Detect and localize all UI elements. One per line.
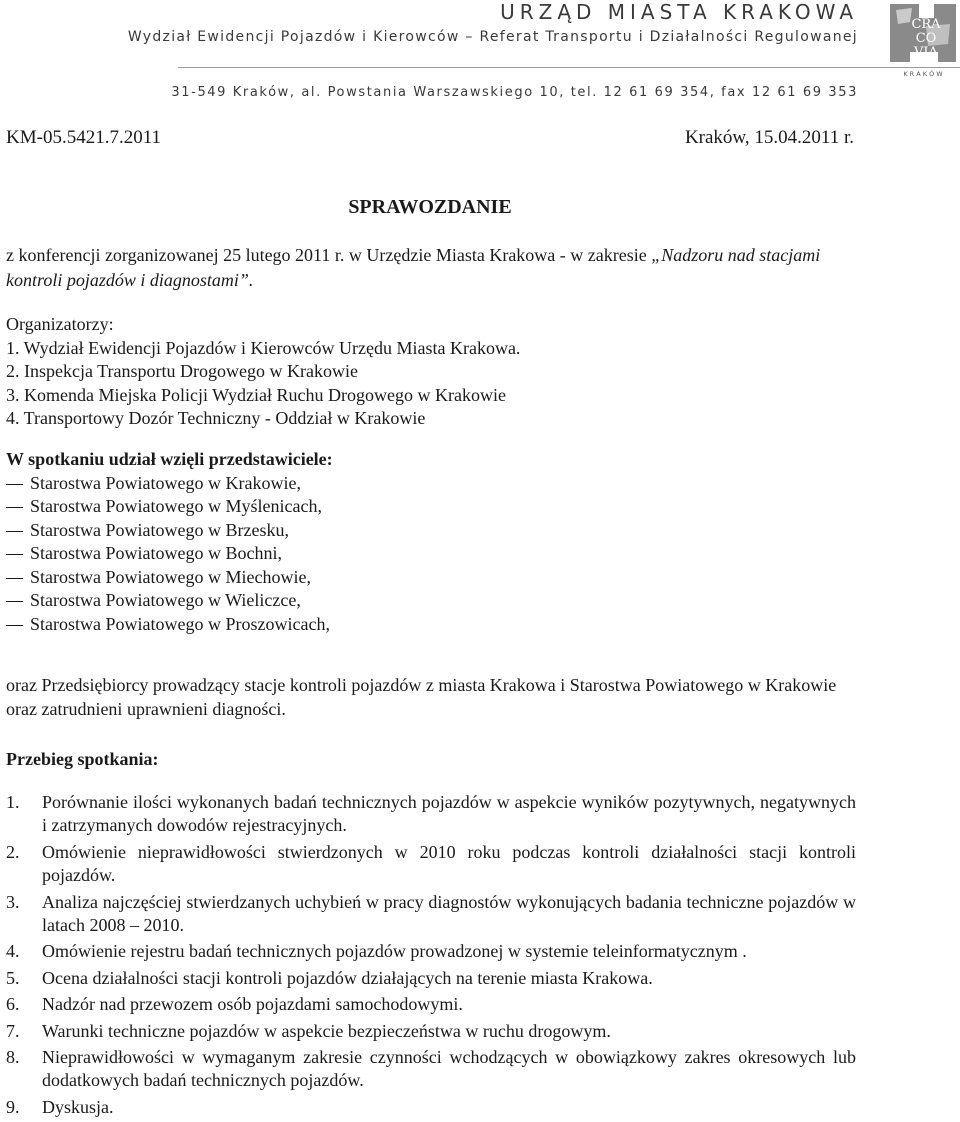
agenda-item (6, 1096, 856, 1119)
agenda-item-text: Nadzór nad przewozem osób pojazdami samochodowymi. (42, 994, 463, 1015)
closing-paragraph: oraz Przedsiębiorcy prowadzący stacje kontroli pojazdów z miasta Krakowa i Starostwa Powiatowego w Krakowie oraz zatrudnieni uprawnieni diagności. (6, 675, 837, 719)
organizers-heading: Organizatorzy: (6, 314, 114, 334)
participant-item: Starostwa Powiatowego w Miechowie, (6, 566, 858, 590)
organizer-item: 2. Inspekcja Transportu Drogowego w Krakowie (6, 361, 358, 381)
agenda-item-number: 7. (6, 1020, 20, 1041)
organizers-section (6, 313, 858, 431)
agenda-item (6, 1020, 856, 1043)
agenda-item-number: 1. (6, 792, 20, 812)
agenda-heading: Przebieg spotkania: (6, 749, 159, 769)
agenda-item-number: 3. (6, 891, 20, 912)
agenda-item-text: Dyskusja. (42, 1096, 114, 1117)
department-name: Wydział Ewidencji Pojazdów i Kierowców – Referat Transportu i Działalności Regulowanej (127, 29, 858, 45)
organizer-item: 4. Transportowy Dozór Techniczny - Oddział w Krakowie (6, 408, 426, 428)
office-address: 31-549 Kraków, al. Powstania Warszawskiego 10, tel. 12 61 69 354, fax 12 61 69 353 (171, 85, 858, 100)
participants-heading: W spotkaniu udział wzięli przedstawiciele: (6, 449, 333, 469)
agenda-item-number: 8. (6, 1047, 20, 1068)
participant-item: Starostwa Powiatowego w Krakowie, (6, 472, 858, 496)
intro-topic: „Nadzoru nad stacjami kontroli pojazdów i diagnostami”. (6, 245, 821, 290)
svg-text:CRA: CRA (911, 17, 941, 32)
organizer-item: 3. Komenda Miejska Policji Wydział Ruchu Drogowego w Krakowie (6, 384, 506, 405)
participant-item: Starostwa Powiatowego w Myślenicach, (6, 495, 858, 519)
participants-list (6, 472, 858, 637)
participant-item: Starostwa Powiatowego w Brzesku, (6, 519, 858, 543)
intro-lead: z konferencji zorganizowanej 25 lutego 2011 r. w Urzędzie Miasta Krakowa - w zakresie (6, 245, 652, 265)
agenda-item-text: Warunki techniczne pojazdów w aspekcie bezpieczeństwa w ruchu drogowym. (42, 1020, 611, 1041)
agenda-item-number: 6. (6, 994, 20, 1015)
agenda-item (6, 940, 856, 963)
agenda-item (6, 993, 856, 1016)
agenda-item (6, 841, 856, 888)
participant-item: Starostwa Powiatowego w Bochni, (6, 542, 858, 566)
agenda-item-number: 4. (6, 941, 20, 962)
organizers-list (6, 337, 858, 431)
agenda-item-text: Porównanie ilości wykonanych badań technicznych pojazdów w aspekcie wyników pozytywnych, negatywnych i zatrzymanych dowodów rejestracyjnych. (42, 792, 856, 836)
agenda-item (6, 967, 856, 990)
document-title: SPRAWOZDANIE (348, 196, 512, 218)
organizer-item: 1. Wydział Ewidencji Pojazdów i Kierowców Urzędu Miasta Krakowa. (6, 337, 521, 358)
agenda-list (6, 791, 856, 1122)
document-date: Kraków, 15.04.2011 r. (684, 127, 854, 148)
agenda-item-text: Omówienie nieprawidłowości stwierdzonych w 2010 roku podczas kontroli działalności stacji kontroli pojazdów. (42, 841, 856, 886)
agenda-item (6, 1046, 856, 1093)
participant-item: Starostwa Powiatowego w Wieliczce, (6, 589, 858, 613)
agenda-item-text: Analiza najczęściej stwierdzanych uchybień w pracy diagnostów wykonujących badania techniczne pojazdów w latach 2008 – 2010. (42, 891, 856, 936)
document-intro (6, 243, 858, 293)
svg-text:VIA: VIA (914, 45, 938, 60)
document-reference-number: KM-05.5421.7.2011 (6, 127, 161, 148)
agenda-item (6, 891, 856, 938)
agenda-item-text: Omówienie rejestru badań technicznych pojazdów prowadzonej w systemie teleinformatycznym . (42, 941, 747, 962)
svg-text:K R A K Ó W: K R A K Ó W (903, 70, 943, 78)
office-name: URZĄD MIASTA KRAKOWA (500, 0, 858, 24)
svg-text:CO: CO (915, 31, 937, 46)
agenda-item-text: Nieprawidłowości w wymaganym zakresie czynności wchodzących w obowiązkowy zakres okresowych lub dodatkowych badań technicznych pojazdów. (42, 1047, 856, 1091)
agenda-item-text: Ocena działalności stacji kontroli pojazdów działających na terenie miasta Krakowa. (42, 967, 653, 988)
agenda-item (6, 791, 856, 838)
agenda-item-number: 5. (6, 967, 20, 988)
participant-item: Starostwa Powiatowego w Proszowicach, (6, 613, 858, 637)
participants-section (6, 448, 858, 637)
cracovia-crest-icon (886, 0, 960, 80)
header-divider (178, 67, 960, 68)
agenda-item-number: 9. (6, 1096, 20, 1117)
agenda-item-number: 2. (6, 841, 20, 862)
